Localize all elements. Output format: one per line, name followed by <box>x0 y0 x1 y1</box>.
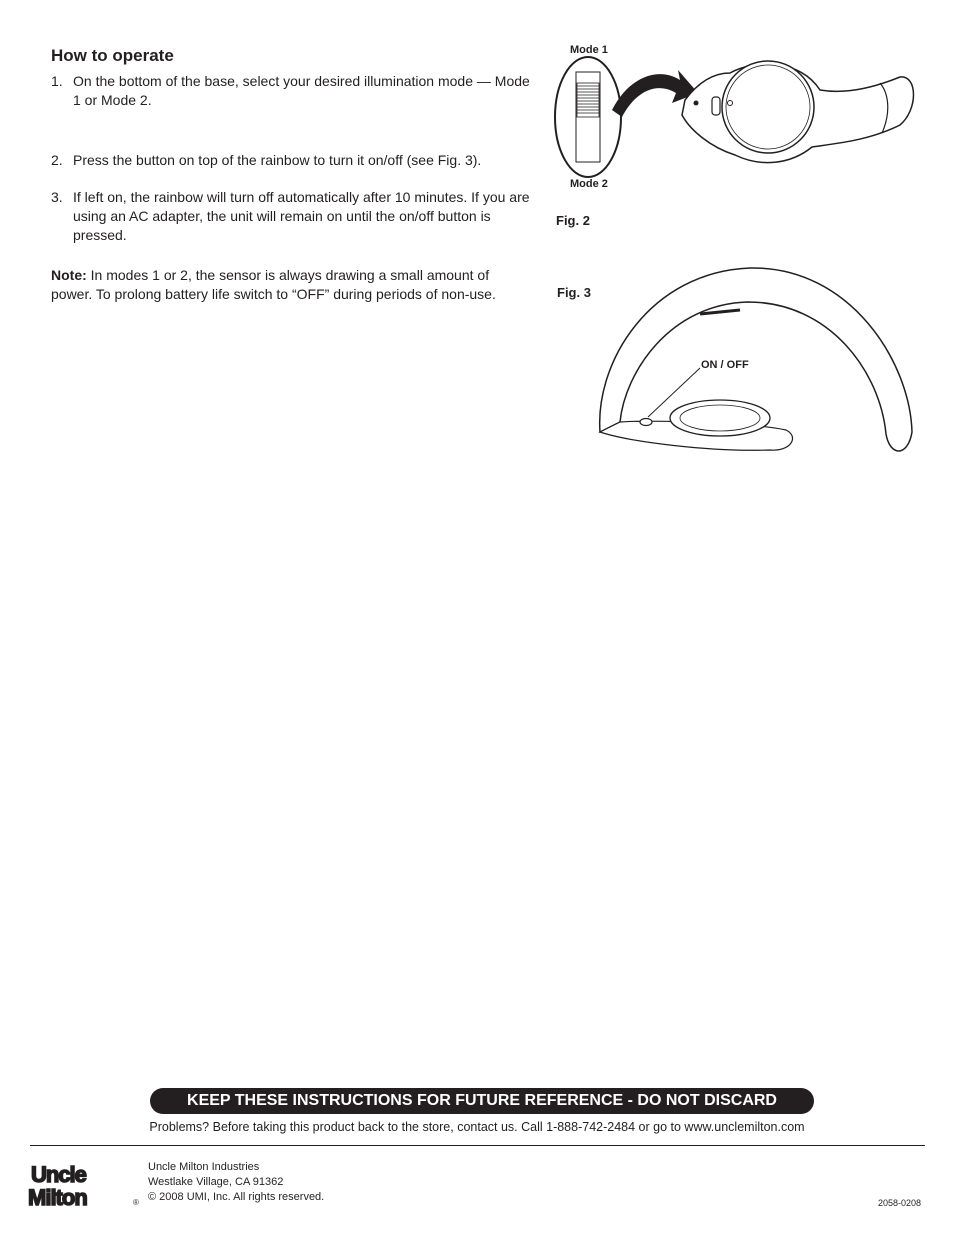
company-address <box>148 1160 324 1205</box>
step-3 <box>51 188 531 245</box>
company-name: Uncle Milton Industries <box>148 1161 260 1173</box>
note-label: Note: <box>51 267 87 283</box>
footer-divider <box>30 1145 925 1146</box>
fig2-illustration <box>550 55 920 180</box>
note-text: In modes 1 or 2, the sensor is always drawing a small amount of power. To prolong battery life switch to “OFF” during periods of non-use. <box>51 267 496 302</box>
mode-switch-slider <box>577 83 599 117</box>
step-text: Press the button on top of the rainbow to turn it on/off (see Fig. 3). <box>73 152 482 168</box>
keep-instructions-banner: KEEP THESE INSTRUCTIONS FOR FUTURE REFERENCE - DO NOT DISCARD <box>150 1088 814 1114</box>
sensor-dot-icon <box>694 101 699 106</box>
step-text: On the bottom of the base, select your desired illumination mode — Mode 1 or Mode 2. <box>73 73 530 108</box>
fig3-illustration <box>590 262 920 457</box>
section-heading: How to operate <box>51 46 174 65</box>
step-text: If left on, the rainbow will turn off automatically after 10 minutes. If you are using an AC adapter, the unit will remain on until the on/off button is pressed. <box>73 189 530 243</box>
step-number: 1. <box>51 73 63 89</box>
fig2-mode2-label: Mode 2 <box>570 178 608 190</box>
note-paragraph <box>51 266 531 304</box>
registered-mark: ® <box>133 1198 139 1207</box>
fig2-label: Fig. 2 <box>556 213 590 228</box>
document-code: 2058-0208 <box>878 1198 922 1208</box>
mode-switch-icon <box>712 97 720 115</box>
uncle-milton-logo <box>27 1160 143 1210</box>
base-disc <box>722 61 814 153</box>
power-button-icon <box>640 419 652 426</box>
step-1 <box>51 72 531 110</box>
logo-line2: Milton <box>28 1185 87 1210</box>
support-text: Problems? Before taking this product back to the store, contact us. Call 1-888-742-2484 or go to www.unclemilton.com <box>149 1120 805 1134</box>
copyright-text: © 2008 UMI, Inc. All rights reserved. <box>148 1191 325 1203</box>
step-2 <box>51 151 531 170</box>
fig2-mode1-label: Mode 1 <box>570 44 608 56</box>
logo-line1: Uncle <box>31 1162 86 1187</box>
step-number: 2. <box>51 152 63 168</box>
onoff-label: ON / OFF <box>701 359 749 371</box>
company-city: Westlake Village, CA 91362 <box>148 1176 284 1188</box>
step-number: 3. <box>51 189 63 205</box>
fig3-label: Fig. 3 <box>557 285 591 300</box>
